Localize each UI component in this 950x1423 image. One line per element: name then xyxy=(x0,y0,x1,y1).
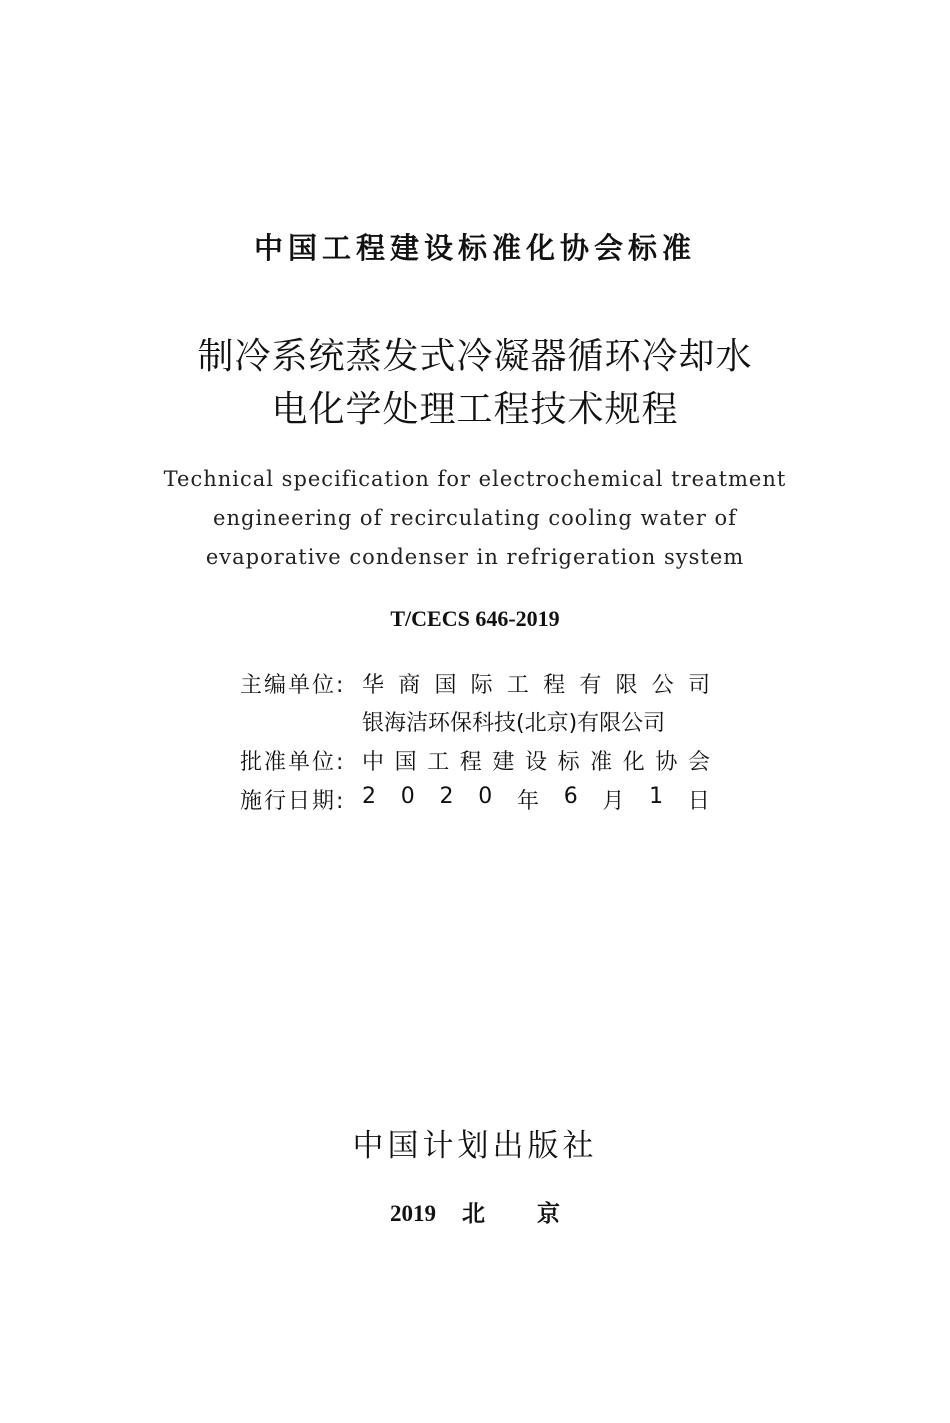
effective-date-label: 施行日期: xyxy=(240,789,346,814)
editor-1-char: 公 xyxy=(651,673,674,698)
approver-value xyxy=(362,745,710,776)
editor-1-char: 程 xyxy=(543,673,566,698)
approver-char: 设 xyxy=(524,750,547,775)
association-header: 中国工程建设标准化协会标准 xyxy=(253,231,696,265)
approver-char: 会 xyxy=(687,750,710,775)
editor-1-char: 国 xyxy=(434,673,457,698)
editor-1-char: 际 xyxy=(470,673,493,698)
approver-char: 准 xyxy=(590,750,613,775)
editor-2-row xyxy=(240,706,720,742)
approver-row xyxy=(240,745,720,781)
editor-1-char: 限 xyxy=(615,673,638,698)
effective-date-value xyxy=(362,784,710,815)
approver-char: 程 xyxy=(459,750,482,775)
editor-row xyxy=(240,668,720,704)
approver-char: 建 xyxy=(492,750,515,775)
approver-char: 工 xyxy=(427,750,450,775)
editor-2-value: 银海洁环保科技(北京)有限公司 xyxy=(362,711,666,736)
approver-char: 化 xyxy=(622,750,645,775)
approver-char: 协 xyxy=(655,750,678,775)
publisher-name: 中国计划出版社 xyxy=(352,1128,598,1164)
date-char: 1 xyxy=(649,784,664,809)
approver-label: 批准单位: xyxy=(240,750,346,775)
editor-1-char: 司 xyxy=(687,673,710,698)
date-char: 2 xyxy=(362,784,376,809)
approver-char: 中 xyxy=(362,750,385,775)
chinese-title xyxy=(0,330,950,436)
editor-1-char: 商 xyxy=(398,673,421,698)
english-title-line-1: Technical specification for electrochemical treatment xyxy=(163,467,787,491)
imprint-city-char-2: 京 xyxy=(537,1201,560,1226)
date-char: 0 xyxy=(478,784,493,809)
editor-1-char: 工 xyxy=(506,673,529,698)
editor-label: 主编单位: xyxy=(240,673,346,698)
editor-1-char: 华 xyxy=(362,673,385,698)
english-title xyxy=(0,460,950,577)
effective-date-row xyxy=(240,784,720,820)
editor-1-char: 有 xyxy=(579,673,602,698)
chinese-title-line-1: 制冷系统蒸发式冷凝器循环冷却水 xyxy=(197,336,753,377)
date-char: 月 xyxy=(602,789,625,814)
english-title-line-2: engineering of recirculating cooling water of xyxy=(213,506,737,530)
english-title-line-3: evaporative condenser in refrigeration system xyxy=(205,545,745,569)
standard-number: T/CECS 646-2019 xyxy=(390,606,560,631)
editor-1-value xyxy=(362,668,710,699)
imprint xyxy=(0,1195,950,1228)
approver-char: 国 xyxy=(394,750,417,775)
imprint-city-char-1: 北 xyxy=(462,1201,485,1226)
date-char: 日 xyxy=(687,789,710,814)
date-char: 年 xyxy=(516,789,539,814)
date-char: 0 xyxy=(400,784,415,809)
imprint-year: 2019 xyxy=(390,1201,436,1226)
approver-char: 标 xyxy=(557,750,580,775)
date-char: 2 xyxy=(439,784,454,809)
chinese-title-line-2: 电化学处理工程技术规程 xyxy=(271,389,679,430)
date-char: 6 xyxy=(563,784,578,809)
